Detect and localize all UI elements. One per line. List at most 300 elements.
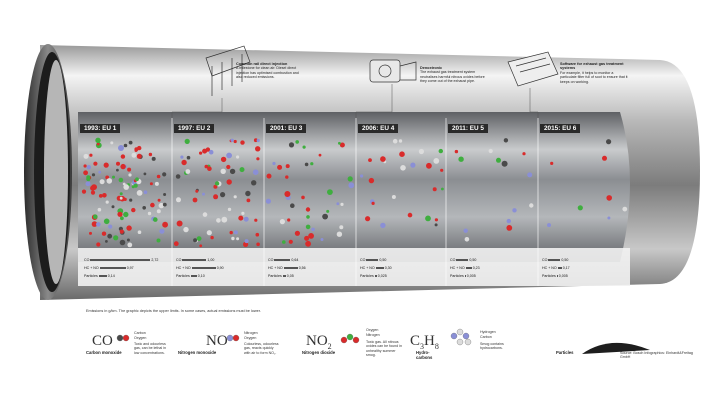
limit-bar (465, 275, 466, 278)
molecule-atom (185, 169, 190, 174)
legend-co-desc: Toxic and odourless gas, can be lethal in low concentrations. (134, 342, 166, 355)
legend-co-atom-1: Carbon (134, 331, 146, 335)
molecule-atom (602, 156, 607, 161)
legend-molecule-atom (353, 337, 359, 343)
legend-hc-desc: Smog contains hydrocarbons. (480, 342, 504, 351)
molecule-atom (254, 219, 257, 222)
limit-label: HC + NO (360, 266, 375, 270)
molecule-atom (213, 194, 218, 199)
limit-value: 0,10 (197, 274, 205, 278)
molecule-atom (257, 139, 260, 142)
limit-bar (100, 267, 126, 270)
molecule-atom (137, 190, 143, 196)
molecule-atom (286, 164, 290, 168)
legend-no-atom-2: Oxygen (244, 336, 257, 340)
limit-bar (90, 259, 150, 262)
limit-label: CO (450, 258, 456, 262)
molecule-atom (245, 191, 250, 196)
molecule-atom (339, 225, 343, 229)
molecule-atom (465, 237, 470, 242)
molecule-atom (157, 175, 161, 179)
molecule-atom (155, 182, 159, 186)
molecule-atom (199, 152, 202, 155)
molecule-atom (380, 156, 386, 162)
legend-hc-atom-2: Carbon (480, 335, 492, 339)
molecule-atom (195, 190, 198, 193)
limit-value: 0,17 (562, 266, 570, 270)
molecule-atom (216, 218, 221, 223)
legend-molecule-atom (341, 337, 347, 343)
molecule-atom (202, 149, 207, 154)
molecule-atom (348, 182, 354, 188)
molecule-atom (132, 153, 137, 158)
limit-particles-eu4 (360, 274, 387, 278)
limit-label: HC + NO (84, 266, 99, 270)
molecule-atom (177, 221, 183, 227)
molecule-atom (128, 173, 131, 176)
limit-co-eu1 (84, 258, 158, 262)
molecule-atom (295, 231, 300, 236)
molecule-atom (348, 176, 353, 181)
molecule-atom (504, 138, 508, 142)
molecule-atom (326, 210, 329, 213)
limit-bar (548, 259, 560, 262)
molecule-atom (99, 194, 103, 198)
limit-value: 0,90 (216, 266, 224, 270)
molecule-atom (207, 166, 212, 171)
legend-hc-atom-1: Hydrogen (480, 330, 496, 334)
molecule-atom (105, 240, 108, 243)
molecule-atom (87, 165, 91, 169)
legend-no2-name: Nitrogen dioxide (302, 350, 336, 355)
molecule-atom (176, 197, 181, 202)
molecule-atom (144, 173, 147, 176)
molecule-atom (107, 234, 112, 239)
molecule-atom (116, 169, 119, 172)
molecule-atom (159, 229, 164, 234)
molecule-atom (193, 238, 197, 242)
molecule-atom (104, 219, 110, 225)
limit-value: 0,56 (298, 266, 306, 270)
molecule-atom (112, 176, 115, 179)
limit-bar (456, 259, 468, 262)
limit-particles-eu2 (176, 274, 205, 278)
molecule-atom (272, 162, 275, 165)
era-title-eu6: 2015: EU 6 (540, 124, 580, 133)
molecule-atom (502, 161, 508, 167)
molecule-atom (102, 193, 107, 198)
limit-value: 1,00 (207, 258, 215, 262)
molecule-atom (129, 141, 133, 145)
molecule-atom (496, 158, 501, 163)
molecule-atom (89, 232, 92, 235)
molecule-atom (227, 179, 232, 184)
molecule-atom (489, 149, 493, 153)
molecule-atom (123, 184, 129, 190)
limit-label: HC + NO (268, 266, 283, 270)
legend-molecule-atom (123, 335, 129, 341)
molecule-atom (102, 232, 106, 236)
limit-value: 0,05 (286, 274, 294, 278)
molecule-atom (236, 155, 239, 158)
molecule-atom (95, 138, 100, 143)
molecule-atom (369, 178, 374, 183)
molecule-atom (91, 191, 95, 195)
molecule-atom (245, 239, 249, 243)
molecule-atom (464, 229, 468, 233)
molecule-atom (86, 181, 91, 186)
molecule-atom (158, 199, 161, 202)
limit-label: Particles (450, 274, 464, 278)
molecule-atom (231, 237, 234, 240)
limit-bar (376, 267, 384, 270)
molecule-atom (607, 217, 610, 220)
molecule-atom (148, 212, 151, 215)
molecule-atom (435, 223, 438, 226)
limit-label: Particles (542, 274, 556, 278)
molecule-atom (295, 140, 299, 144)
molecule-atom (110, 141, 113, 144)
limit-hc-no-eu6 (542, 266, 570, 270)
molecule-atom (120, 197, 123, 200)
limit-value: 0,23 (472, 266, 480, 270)
molecule-atom (150, 203, 155, 208)
legend-no-desc: Colourless, odourless gas, reacts quickly with air to form NO₂. (244, 342, 279, 355)
legend-no2-atom-2: Nitrogen (366, 333, 380, 337)
molecule-atom (527, 172, 532, 177)
molecule-atom (336, 202, 339, 205)
legend-co-name: Carbon monoxide (86, 350, 122, 355)
limit-label: CO (542, 258, 548, 262)
legend-molecule-atom (117, 335, 123, 341)
molecule-atom (240, 140, 244, 144)
molecule-atom (368, 158, 372, 162)
legend-no2-desc: Toxic gas. All nitrous oxides can be found in unhealthy summer smog. (366, 340, 402, 358)
molecule-atom (100, 179, 105, 184)
molecule-atom (337, 232, 342, 237)
molecule-atom (238, 216, 243, 221)
molecule-atom (185, 139, 190, 144)
molecule-atom (426, 163, 432, 169)
limit-value: 2,72 (151, 258, 159, 262)
molecule-atom (306, 207, 310, 211)
molecule-atom (220, 192, 225, 197)
molecule-atom (458, 157, 463, 162)
era-title-eu1: 1993: EU 1 (80, 124, 120, 133)
molecule-atom (311, 228, 315, 232)
molecule-atom (256, 243, 260, 247)
molecule-atom (202, 193, 205, 196)
molecule-atom (455, 150, 458, 153)
molecule-atom (117, 212, 122, 217)
molecule-atom (338, 142, 341, 145)
limit-label: HC + NO (450, 266, 465, 270)
molecule-atom (419, 149, 424, 154)
molecule-atom (221, 169, 226, 174)
limit-value: 0,97 (126, 266, 134, 270)
molecule-atom (289, 142, 294, 147)
molecule-atom (606, 139, 611, 144)
molecule-atom (120, 164, 125, 169)
molecule-atom (221, 217, 227, 223)
molecule-atom (380, 223, 385, 228)
molecule-atom (327, 189, 333, 195)
molecule-atom (135, 149, 138, 152)
molecule-atom (93, 162, 97, 166)
molecule-atom (280, 219, 285, 224)
molecule-atom (303, 146, 306, 149)
limit-particles-eu5 (450, 274, 476, 278)
molecule-atom (150, 182, 153, 185)
limit-label: Particles (268, 274, 282, 278)
limit-value: 0,025 (377, 274, 387, 278)
molecule-atom (410, 163, 415, 168)
source-credit: Source: Bosch Infographics: Einhardt&Freitag GmbH (620, 351, 693, 360)
molecule-atom (127, 243, 132, 248)
molecule-atom (120, 216, 124, 220)
molecule-atom (547, 223, 551, 227)
limit-label: Particles (360, 274, 374, 278)
limit-particles-eu3 (268, 274, 294, 278)
limit-value: 0,005 (466, 274, 476, 278)
molecule-atom (90, 186, 95, 191)
era-title-eu5: 2011: EU 5 (448, 124, 488, 133)
molecule-atom (142, 206, 146, 210)
molecule-atom (321, 238, 324, 241)
molecule-atom (83, 170, 88, 175)
molecule-atom (181, 160, 186, 165)
limit-bar (375, 275, 377, 278)
limit-label: CO (176, 258, 182, 262)
molecule-atom (305, 163, 309, 167)
molecule-atom (134, 184, 138, 188)
molecule-atom (183, 227, 188, 232)
molecule-atom (112, 205, 115, 208)
limit-value: 0,50 (469, 258, 477, 262)
molecule-atom (107, 178, 113, 184)
molecule-atom (622, 207, 627, 212)
limit-value: 0,50 (561, 258, 569, 262)
molecule-atom (236, 237, 239, 240)
era-title-eu2: 1997: EU 2 (174, 124, 214, 133)
molecule-atom (506, 225, 512, 231)
limit-bar (366, 259, 378, 262)
molecule-atom (408, 213, 413, 218)
limit-hc-no-eu4 (360, 266, 392, 270)
molecule-atom (319, 154, 322, 157)
molecule-atom (153, 217, 158, 222)
molecule-atom (129, 199, 132, 202)
limit-bar (557, 275, 558, 278)
molecule-atom (121, 154, 125, 158)
molecule-atom (116, 162, 120, 166)
limit-label: Particles (176, 274, 190, 278)
legend-hc-name: Hydro-carbons (416, 350, 433, 360)
molecule-atom (119, 178, 124, 183)
molecule-atom (529, 203, 533, 207)
molecule-atom (162, 222, 168, 228)
limit-bar (191, 275, 197, 278)
limit-bar (274, 259, 290, 262)
molecule-atom (365, 216, 370, 221)
limit-value: 0,50 (379, 258, 387, 262)
molecule-atom (240, 167, 245, 172)
molecule-atom (360, 174, 363, 177)
limit-value: 0,14 (107, 274, 115, 278)
limit-hc-no-eu1 (84, 266, 134, 270)
molecule-atom (131, 208, 135, 212)
molecule-atom (441, 188, 444, 191)
molecule-atom (197, 236, 202, 241)
limit-hc-no-eu3 (268, 266, 306, 270)
legend-molecule-atom (233, 335, 239, 341)
molecule-atom (606, 195, 612, 201)
molecule-atom (522, 152, 525, 155)
legend-no2-formula: $NO_2$ (306, 333, 332, 351)
molecule-atom (96, 222, 101, 227)
limit-bar (284, 267, 298, 270)
molecule-atom (126, 225, 131, 230)
molecule-atom (277, 165, 282, 170)
molecule-atom (113, 235, 118, 240)
era-title-eu4: 2006: EU 4 (358, 124, 398, 133)
limit-value: 0,64 (291, 258, 299, 262)
molecule-atom (163, 203, 167, 207)
molecule-atom (149, 153, 152, 156)
molecule-atom (209, 150, 214, 155)
limit-co-eu6 (542, 258, 568, 262)
molecule-atom (176, 174, 181, 179)
molecule-atom (162, 172, 166, 176)
legend-no-atom-1: Nitrogen (244, 331, 258, 335)
legend-molecule-atom (347, 334, 353, 340)
molecule-atom (230, 231, 233, 234)
molecule-atom (247, 199, 251, 203)
limit-label: Particles (84, 274, 98, 278)
molecule-atom (199, 244, 202, 247)
molecule-atom (210, 236, 213, 239)
molecule-atom (282, 240, 286, 244)
molecule-atom (304, 236, 309, 241)
molecule-atom (215, 181, 219, 185)
limit-hc-no-eu5 (450, 266, 480, 270)
limit-bar (99, 275, 107, 278)
molecule-atom (96, 242, 100, 246)
molecule-atom (180, 156, 183, 159)
limit-label: CO (84, 258, 90, 262)
limit-particles-eu1 (84, 274, 115, 278)
legend-molecule-atom (457, 329, 463, 335)
molecule-atom (234, 230, 238, 234)
limit-hc-no-eu2 (176, 266, 224, 270)
molecule-atom (163, 193, 166, 196)
molecule-atom (98, 208, 102, 212)
molecule-atom (157, 239, 161, 243)
molecule-atom (306, 215, 310, 219)
molecule-atom (89, 154, 92, 157)
legend-co-atom-2: Oxygen (134, 336, 147, 340)
molecule-atom (392, 195, 396, 199)
molecule-atom (550, 162, 553, 165)
molecule-atom (255, 146, 260, 151)
legend-molecule-atom (465, 339, 471, 345)
limit-bar (558, 267, 562, 270)
limit-particles-eu6 (542, 274, 568, 278)
molecule-atom (104, 163, 109, 168)
molecule-atom (425, 216, 431, 222)
molecule-atom (234, 140, 237, 143)
limit-bar (466, 267, 472, 270)
molecule-atom (203, 212, 208, 217)
molecule-atom (290, 203, 295, 208)
legend-particles-name: Particles (556, 350, 574, 355)
legend-no2-atom-1: Oxygen (366, 328, 379, 332)
molecule-atom (228, 208, 231, 211)
limit-co-eu4 (360, 258, 386, 262)
era-title-eu3: 2001: EU 3 (266, 124, 306, 133)
molecule-atom (118, 145, 124, 151)
molecule-atom (399, 139, 402, 142)
molecule-atom (400, 165, 406, 171)
emissions-note: Emissions in g/km. The graphic depicts the upper limits. In some cases, actual emissions must be lower. (86, 309, 261, 313)
limit-bar (283, 275, 286, 278)
molecule-atom (157, 209, 161, 213)
molecule-atom (152, 157, 156, 161)
molecule-atom (82, 190, 86, 194)
molecule-atom (226, 153, 232, 159)
molecule-atom (507, 219, 511, 223)
molecule-atom (393, 139, 398, 144)
molecule-atom (301, 196, 305, 200)
molecule-atom (137, 154, 142, 159)
molecule-atom (372, 202, 375, 205)
limit-co-eu5 (450, 258, 476, 262)
molecule-atom (93, 214, 98, 219)
molecule-atom (267, 174, 272, 179)
molecule-atom (124, 144, 128, 148)
molecule-atom (289, 240, 293, 244)
molecule-atom (266, 199, 271, 204)
molecule-atom (106, 201, 109, 204)
limit-label: HC + NO (176, 266, 191, 270)
molecule-atom (123, 212, 128, 217)
molecule-atom (230, 169, 235, 174)
molecule-atom (231, 139, 234, 142)
limit-bar (192, 267, 216, 270)
molecule-atom (187, 156, 191, 160)
molecule-atom (98, 171, 101, 174)
molecule-atom (244, 217, 249, 222)
molecule-atom (84, 154, 89, 159)
limit-label: CO (268, 258, 274, 262)
molecule-atom (306, 225, 311, 230)
limit-value: 0,30 (384, 266, 392, 270)
molecule-atom (193, 198, 198, 203)
legend-molecule-atom (457, 339, 463, 345)
molecule-atom (308, 233, 314, 239)
molecule-atom (241, 212, 244, 215)
molecule-atom (207, 230, 212, 235)
molecule-atom (135, 177, 139, 181)
molecule-atom (144, 190, 148, 194)
molecule-atom (174, 241, 179, 246)
molecule-atom (512, 208, 516, 212)
molecule-atom (440, 169, 443, 172)
legend-molecule-atom (463, 333, 469, 339)
molecule-atom (340, 203, 343, 206)
molecule-atom (127, 168, 131, 172)
molecule-atom (310, 162, 313, 165)
